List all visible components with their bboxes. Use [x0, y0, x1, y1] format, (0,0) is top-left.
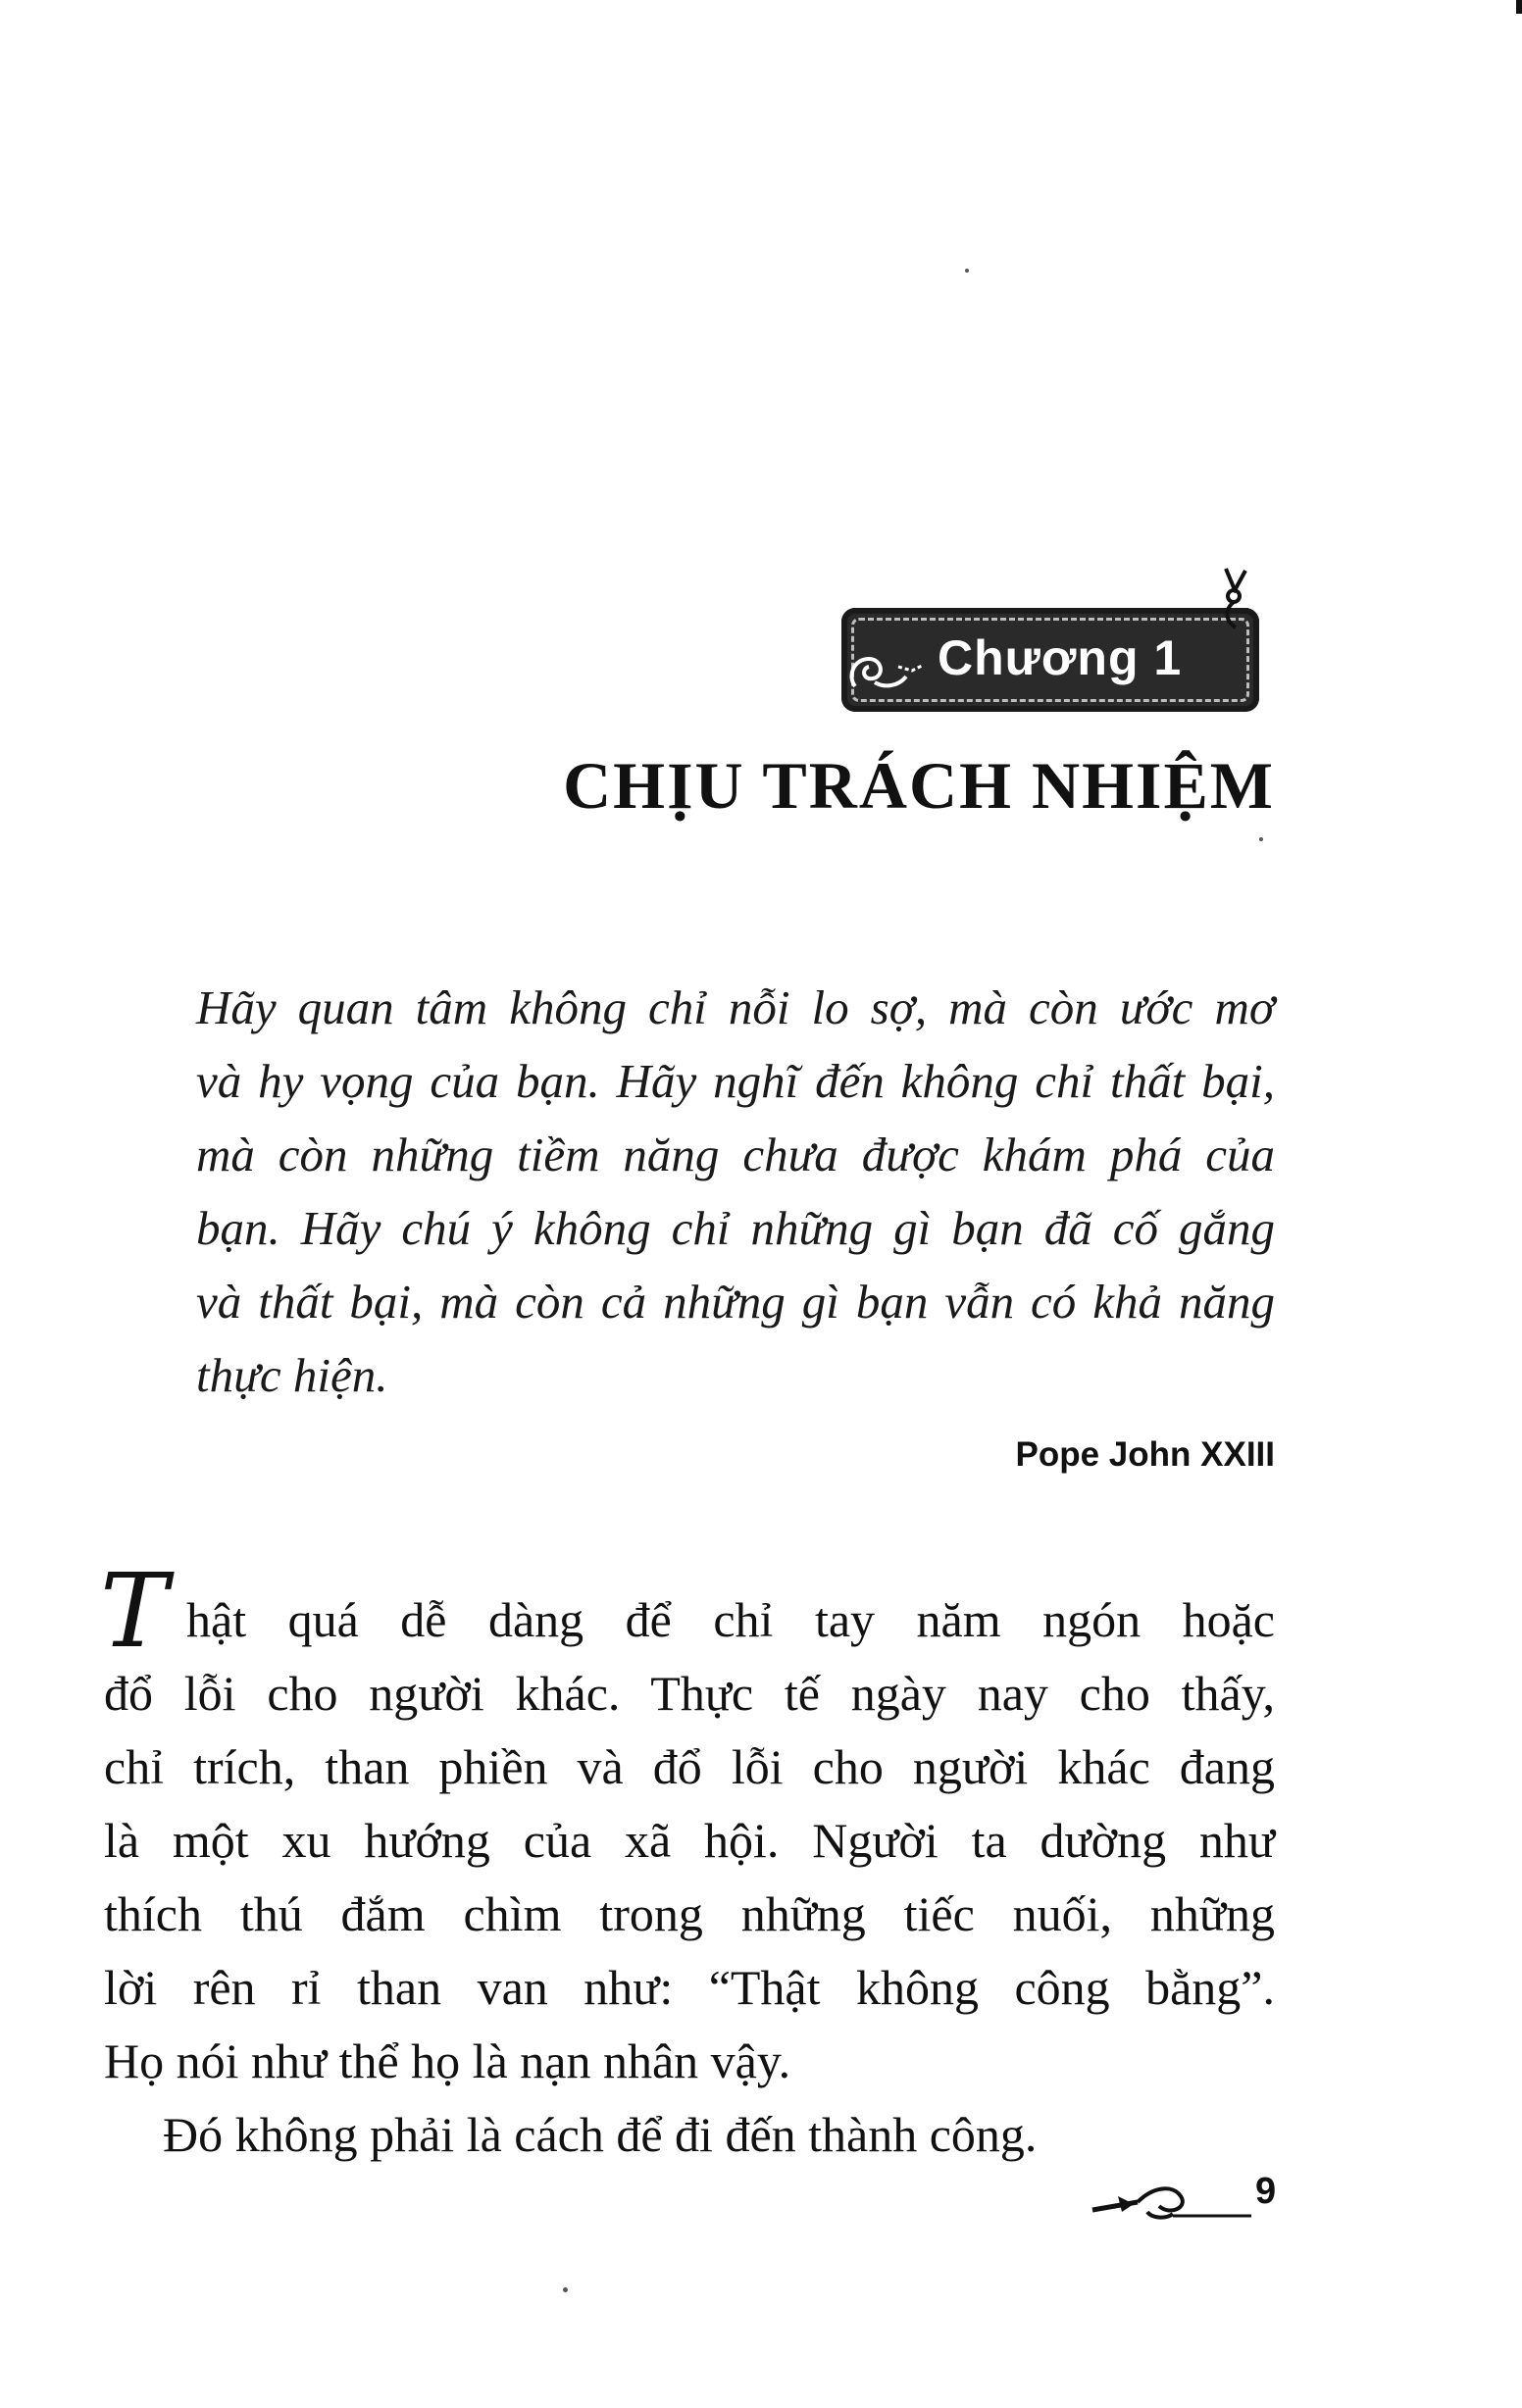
- body-line: lời rên rỉ than van như: “Thật không công bằng”.: [104, 1960, 1275, 2015]
- body-text: [100, 1551, 1275, 2172]
- print-speck: [965, 269, 969, 273]
- page-number: 9: [1255, 2171, 1277, 2212]
- quote-line: bạn. Hãy chú ý không chỉ những gì bạn đã cố gắng: [196, 1201, 1275, 1255]
- body-line: là một xu hướng của xã hội. Người ta dường như: [104, 1813, 1275, 1868]
- body-line: chỉ trích, than phiền và đổ lỗi cho người khác đang: [104, 1739, 1275, 1794]
- body-line: Đó không phải là cách để đi đến thành công.: [163, 2107, 1038, 2162]
- knot-ornament-icon: [1214, 567, 1253, 635]
- chapter-label: Chương 1: [938, 630, 1183, 685]
- print-speck: [1259, 837, 1263, 841]
- drop-cap: T: [100, 1551, 169, 1671]
- print-speck: [563, 2287, 568, 2292]
- quote-author: Pope John XXIII: [1015, 1435, 1275, 1474]
- page-footer: [1079, 2167, 1285, 2226]
- epigraph-quote: [196, 971, 1275, 1412]
- body-line: [100, 1551, 1275, 1671]
- body-line: thích thú đắm chìm trong những tiếc nuối, những: [104, 1886, 1275, 1941]
- quote-line: và hy vọng của bạn. Hãy nghĩ đến không chỉ thất bại,: [196, 1054, 1275, 1108]
- body-line: đổ lỗi cho người khác. Thực tế ngày nay cho thấy,: [104, 1666, 1275, 1721]
- quote-line: mà còn những tiềm năng chưa được khám phá của: [196, 1128, 1275, 1181]
- flourish-icon: [1079, 2167, 1255, 2226]
- quote-line: thực hiện.: [196, 1348, 388, 1402]
- quote-line: Hãy quan tâm không chỉ nỗi lo sợ, mà còn ước mơ: [196, 980, 1275, 1034]
- body-line: Họ nói như thể họ là nạn nhân vậy.: [104, 2033, 791, 2088]
- page-edge-mark: [1516, 0, 1522, 14]
- body-line-text: hật quá dễ dàng để chỉ tay năm ngón hoặc: [186, 1592, 1275, 1647]
- swirl-ornament-icon: [845, 637, 939, 696]
- quote-line: và thất bại, mà còn cả những gì bạn vẫn có khả năng: [196, 1275, 1275, 1329]
- chapter-title: CHỊU TRÁCH NHIỆM: [563, 748, 1275, 823]
- chapter-banner: [841, 608, 1259, 712]
